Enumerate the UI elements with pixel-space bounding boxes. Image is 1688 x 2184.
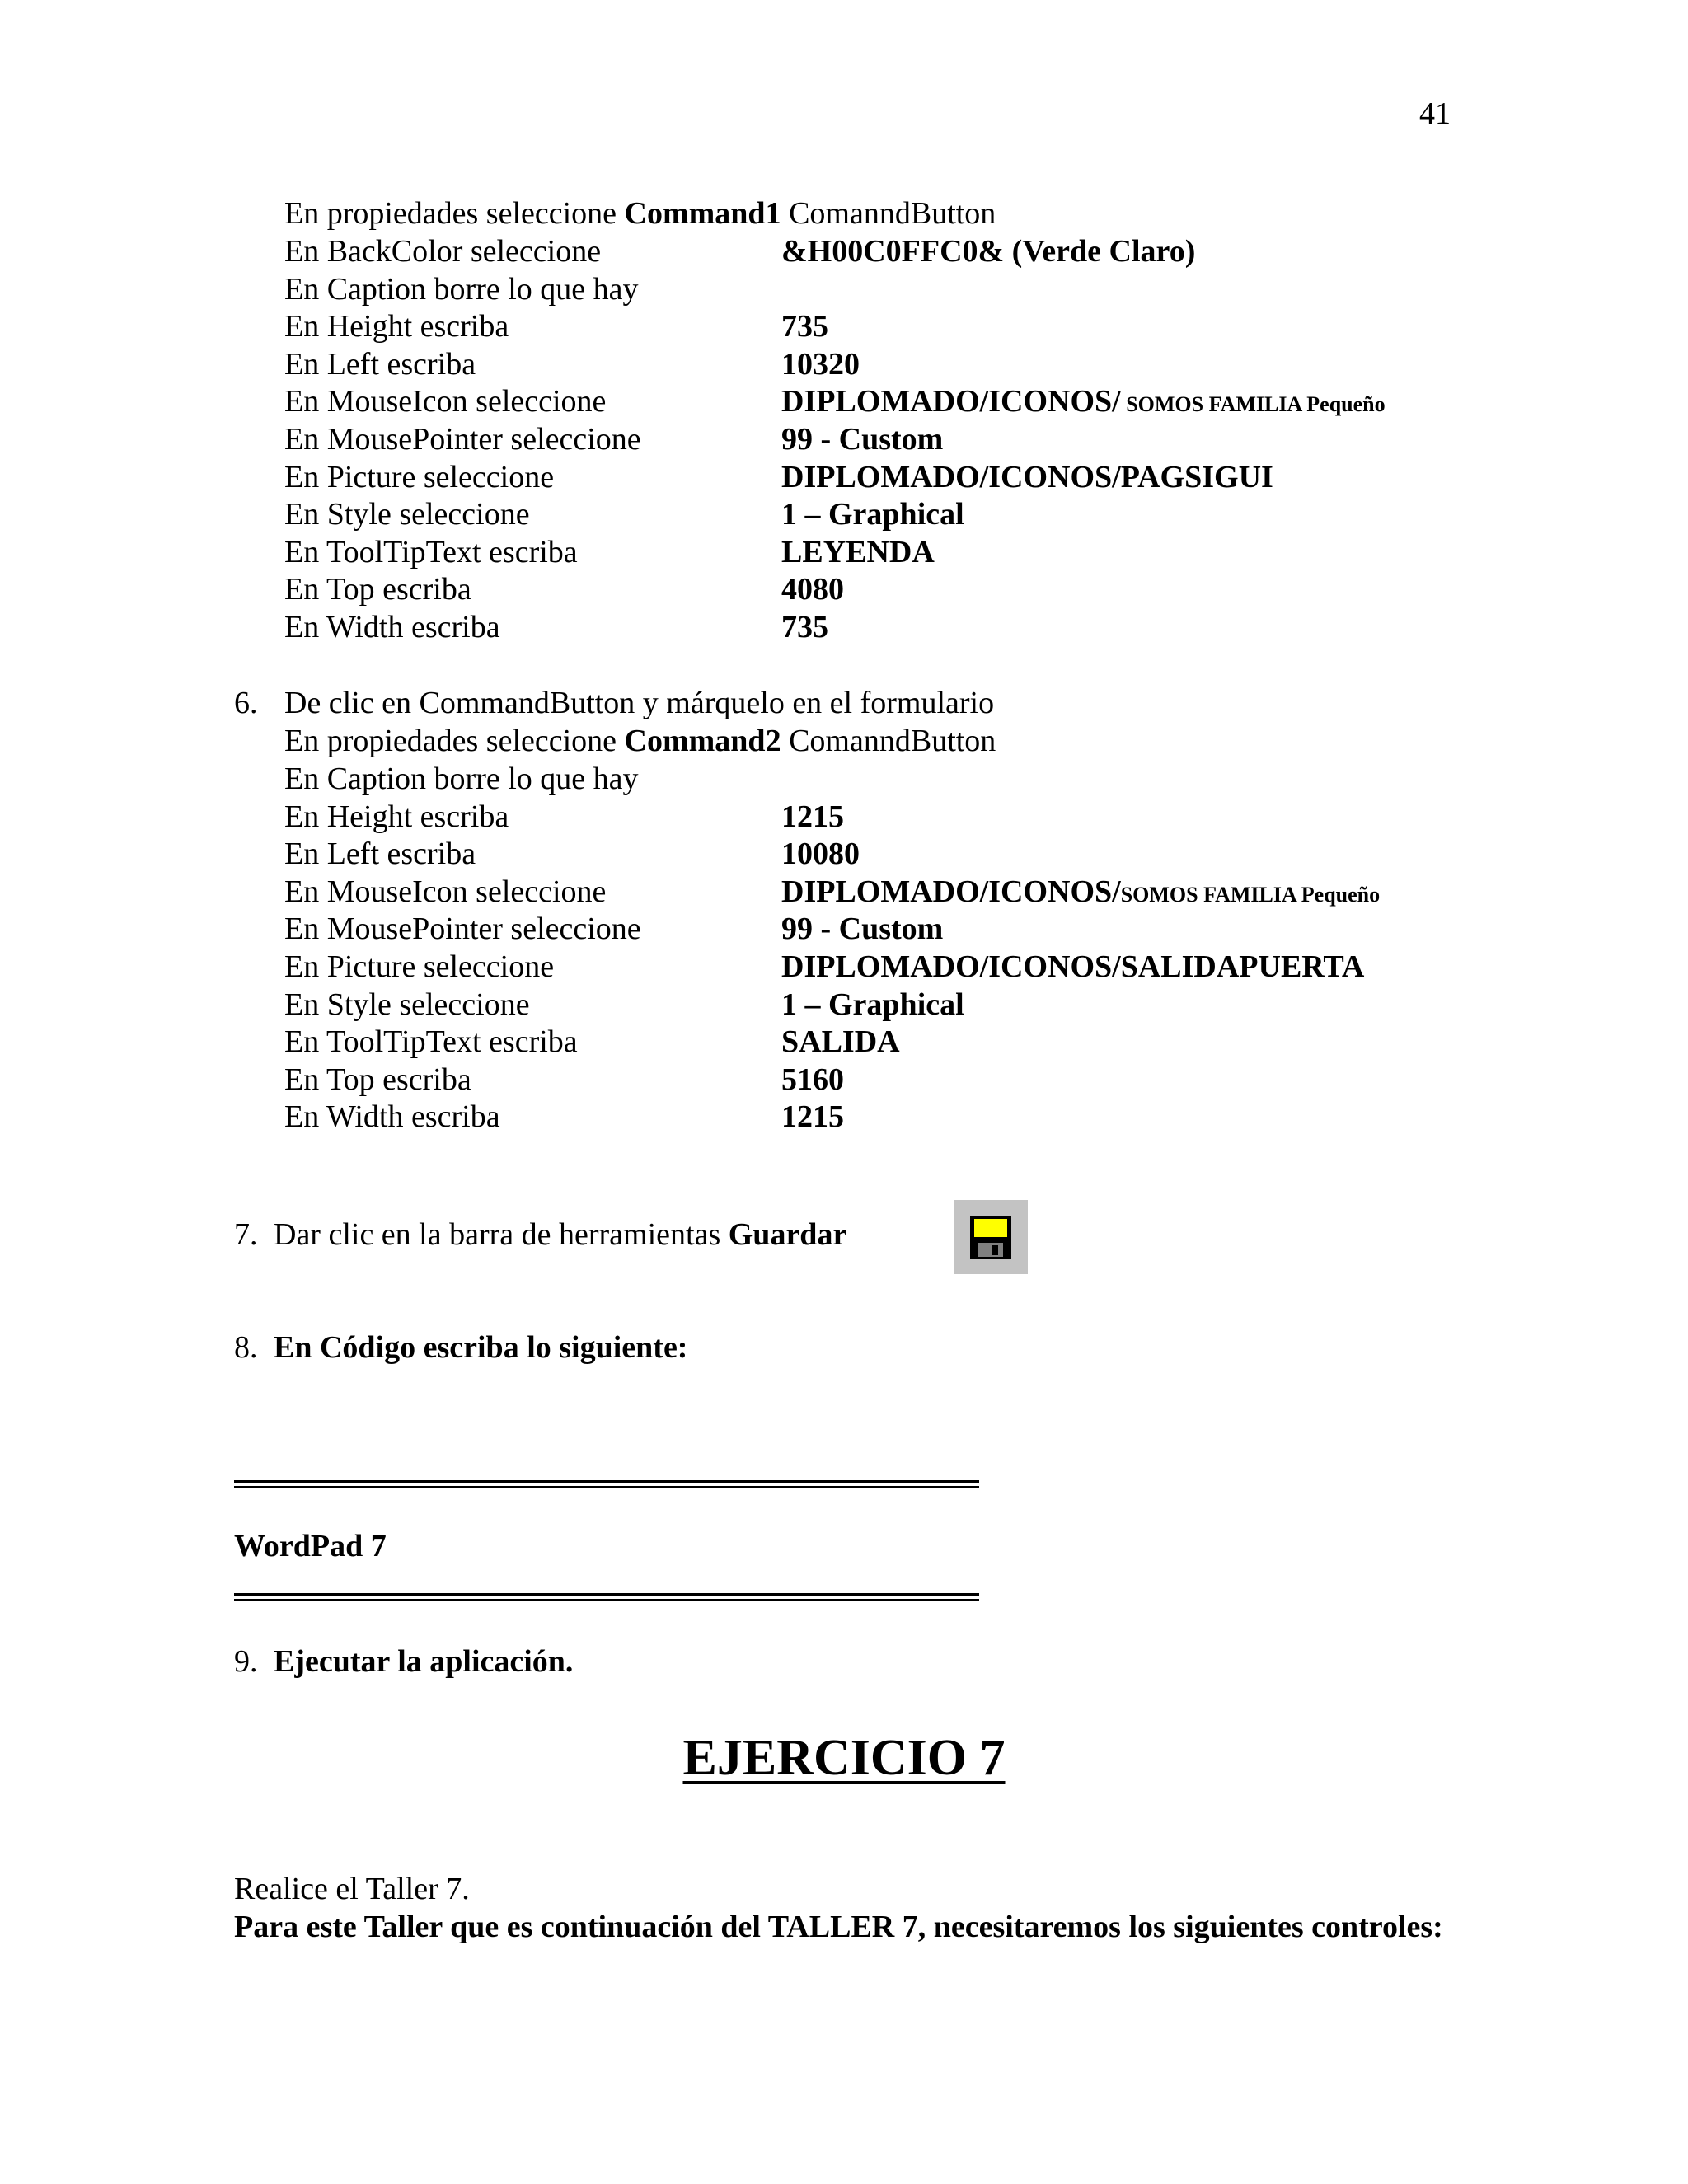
property-label: En Left escriba — [284, 346, 476, 382]
step9-text: Ejecutar la aplicación. — [274, 1644, 574, 1679]
property-value: 10320 — [781, 346, 860, 382]
step8-text: En Código escriba lo siguiente: — [274, 1330, 688, 1365]
property-label: En Style seleccione — [284, 497, 530, 532]
step7-number: 7. — [234, 1217, 258, 1252]
property-value: DIPLOMADO/ICONOS/ SOMOS FAMILIA Pequeño — [781, 384, 1386, 419]
property-label: En Picture seleccione — [284, 949, 555, 984]
property-label: En Caption borre lo que hay — [284, 271, 639, 307]
property-value: DIPLOMADO/ICONOS/PAGSIGUI — [781, 459, 1273, 494]
property-value: 1215 — [781, 799, 844, 834]
property-value: 99 - Custom — [781, 912, 944, 947]
exercise-title: EJERCICIO 7 — [682, 1730, 1006, 1786]
save-floppy-icon[interactable] — [954, 1200, 1028, 1274]
property-value: 4080 — [781, 572, 844, 607]
property-value: 1215 — [781, 1099, 844, 1135]
property-value: LEYENDA — [781, 534, 935, 569]
property-value: 5160 — [781, 1062, 844, 1097]
property-label: En Top escriba — [284, 572, 471, 607]
page-number: 41 — [1419, 96, 1451, 131]
property-value: &H00C0FFC0& (Verde Claro) — [781, 234, 1196, 269]
floppy-disk-icon — [954, 1200, 1028, 1274]
property-label: En MouseIcon seleccione — [284, 874, 607, 909]
property-value: 1 – Graphical — [781, 987, 964, 1022]
wordpad-label: WordPad 7 — [234, 1529, 387, 1563]
property-label: En MousePointer seleccione — [284, 912, 641, 947]
property-value: DIPLOMADO/ICONOS/SOMOS FAMILIA Pequeño — [781, 874, 1381, 909]
property-label: En Height escriba — [284, 309, 509, 344]
property-label: En BackColor seleccione — [284, 234, 602, 269]
property-value: 1 – Graphical — [781, 497, 964, 532]
property-value-suffix: SOMOS FAMILIA Pequeño — [1120, 882, 1381, 907]
property-value-suffix: SOMOS FAMILIA Pequeño — [1120, 392, 1386, 417]
property-label: En Height escriba — [284, 799, 509, 834]
property-label: En Caption borre lo que hay — [284, 762, 639, 796]
step9-number: 9. — [234, 1644, 258, 1679]
property-label: En Top escriba — [284, 1062, 471, 1097]
step6-number: 6. — [234, 686, 258, 720]
property-value: 735 — [781, 610, 828, 644]
step8-number: 8. — [234, 1330, 258, 1365]
property-value: DIPLOMADO/ICONOS/SALIDAPUERTA — [781, 949, 1365, 984]
property-label: En Width escriba — [284, 610, 500, 644]
property-label: En Style seleccione — [284, 987, 530, 1022]
property-label: En ToolTipText escriba — [284, 534, 578, 569]
step7-text: Dar clic en la barra de herramientas Guardar — [274, 1217, 847, 1252]
property-label: En Width escriba — [284, 1099, 500, 1135]
property-label: En ToolTipText escriba — [284, 1024, 578, 1060]
property-label: En MouseIcon seleccione — [284, 384, 607, 419]
block1-intro: En propiedades seleccione Command1 ComanndButton — [284, 196, 996, 231]
divider-top — [234, 1480, 979, 1488]
property-label: En Picture seleccione — [284, 459, 555, 494]
step6-intro: En propiedades seleccione Command2 ComanndButton — [284, 724, 996, 758]
step6-text: De clic en CommandButton y márquelo en el formulario — [284, 686, 995, 720]
divider-bottom — [234, 1593, 979, 1601]
property-value: 10080 — [781, 837, 860, 872]
property-value: 735 — [781, 309, 828, 344]
closing-line1: Realice el Taller 7. — [234, 1872, 470, 1906]
property-value: SALIDA — [781, 1024, 900, 1060]
property-value: 99 - Custom — [781, 422, 944, 457]
closing-line2: Para este Taller que es continuación del TALLER 7, necesitaremos los siguientes controles: — [234, 1910, 1443, 1944]
property-label: En Left escriba — [284, 837, 476, 872]
property-label: En MousePointer seleccione — [284, 422, 641, 457]
